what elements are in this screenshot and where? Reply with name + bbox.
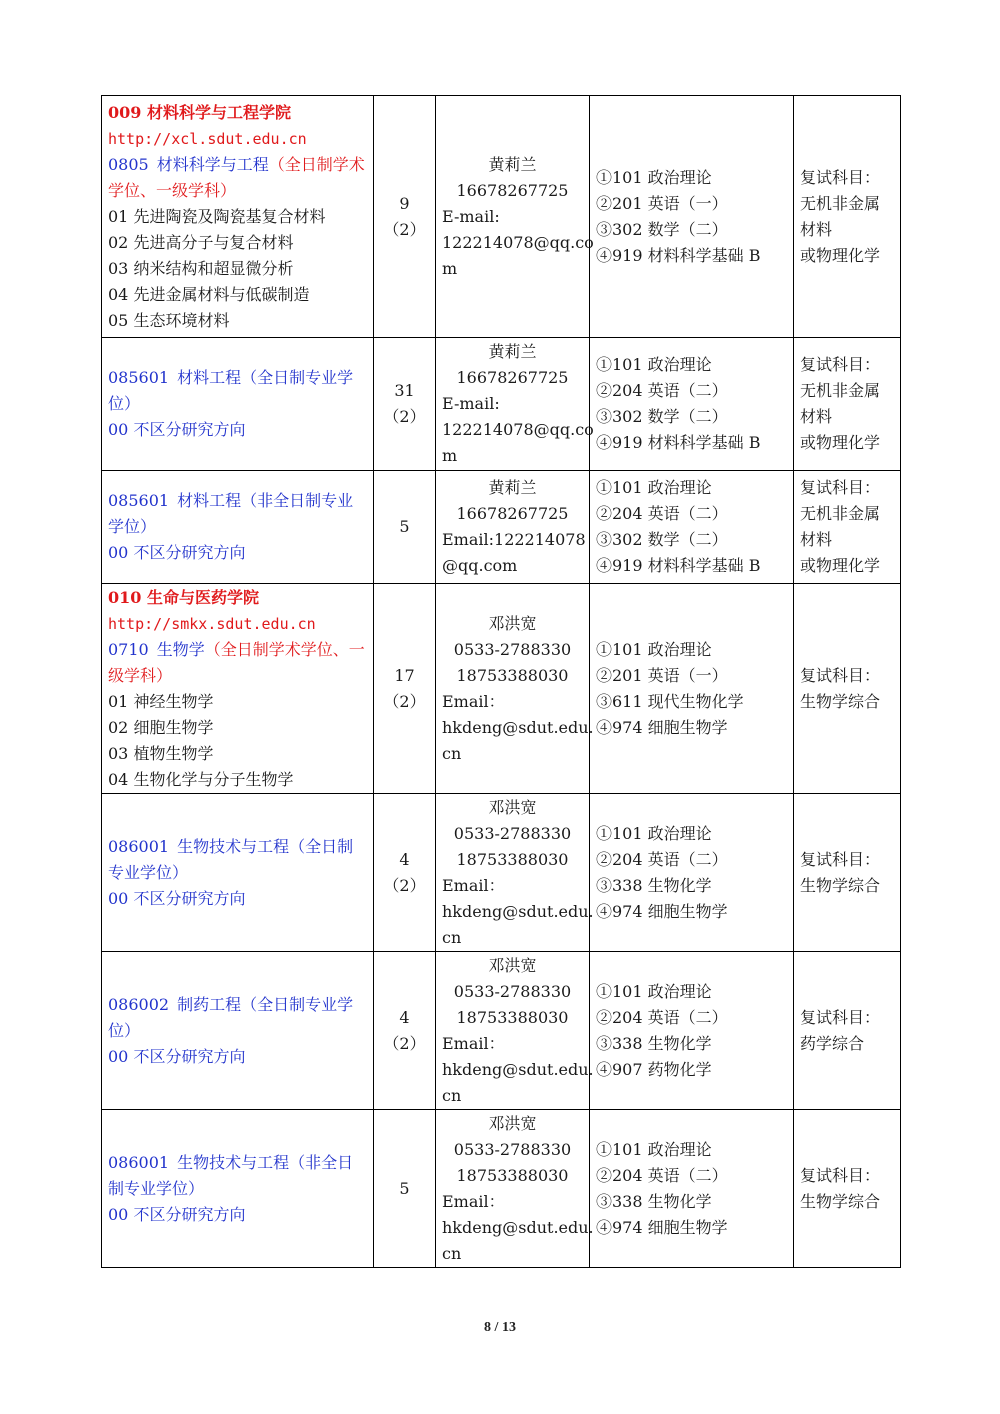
retest-cell [794, 96, 901, 338]
research-direction: 01 神经生物学 [108, 691, 214, 711]
major-title [108, 834, 367, 886]
exam-subject: ①101 政治理论 [596, 1139, 712, 1159]
retest-line: 药学综合 [800, 1033, 865, 1053]
exam-subject: ①101 政治理论 [596, 639, 712, 659]
quota-cell [374, 471, 436, 584]
contact-line: @qq.com [442, 556, 518, 575]
quota-number: 9 [399, 193, 410, 213]
major-type: （全日制专业学位） [108, 368, 354, 413]
program-cell [102, 1110, 374, 1268]
major-type: （全日制学术学位、一级学科） [108, 154, 365, 200]
quota-cell [374, 1110, 436, 1268]
retest-line: 复试科目： [800, 1007, 881, 1027]
retest-line: 复试科目： [800, 849, 881, 869]
contact-line: hkdeng@sdut.edu. [442, 717, 594, 737]
exam-cell [590, 471, 794, 584]
contact-line: E-mail: [442, 394, 500, 413]
retest-cell [794, 952, 901, 1110]
quota-extra: （2） [383, 407, 426, 426]
table-row [102, 338, 901, 471]
contact-line: hkdeng@sdut.edu. [442, 901, 594, 921]
retest-line: 复试科目： [800, 1165, 881, 1185]
contact-cell [436, 1110, 594, 1268]
retest-line: 复试科目： [800, 355, 881, 374]
page-separator: / [494, 1320, 499, 1335]
quota-number: 31 [394, 381, 415, 400]
contact-line: 邓洪宽 [488, 613, 537, 633]
contact-line: 邓洪宽 [488, 955, 537, 975]
table-row [102, 584, 901, 794]
research-direction: 01 先进陶瓷及陶瓷基复合材料 [108, 206, 326, 226]
research-direction: 00 不区分研究方向 [108, 888, 246, 908]
exam-subject: ③611 现代生物化学 [596, 691, 744, 711]
retest-line: 生物学综合 [800, 691, 881, 711]
exam-subject: ①101 政治理论 [596, 981, 712, 1001]
quota-extra: （2） [383, 691, 426, 711]
exam-subject: ④919 材料科学基础 B [596, 245, 761, 265]
quota-cell [374, 584, 436, 794]
quota-cell [374, 96, 436, 338]
contact-line: Email:122214078 [442, 530, 586, 549]
contact-line: m [442, 258, 458, 278]
exam-subject: ③338 生物化学 [596, 875, 712, 895]
research-direction: 00 不区分研究方向 [108, 1046, 246, 1066]
quota-cell [374, 794, 436, 952]
program-cell [102, 338, 374, 471]
contact-line: cn [442, 1243, 462, 1263]
major-code: 085601 [108, 368, 170, 387]
contact-line: Email： [442, 691, 505, 711]
major-code: 086001 [108, 836, 170, 856]
quota-number: 17 [394, 665, 415, 685]
contact-line: 18753388030 [456, 665, 569, 685]
retest-line: 无机非金属 [800, 504, 881, 523]
retest-line: 或物理化学 [800, 433, 881, 452]
contact-line: 122214078@qq.co [442, 420, 594, 439]
contact-line: hkdeng@sdut.edu. [442, 1217, 594, 1237]
table-row [102, 952, 901, 1110]
major-name: 材料工程 [177, 491, 242, 510]
contact-cell [436, 584, 594, 794]
contact-line: 黄莉兰 [488, 478, 537, 497]
major-code: 0805 [108, 154, 149, 174]
exam-subject: ③338 生物化学 [596, 1191, 712, 1211]
major-code: 0710 [108, 639, 149, 659]
exam-subject: ④974 细胞生物学 [596, 717, 728, 737]
retest-cell [794, 794, 901, 952]
contact-line: 0533-2788330 [453, 639, 572, 659]
research-direction: 00 不区分研究方向 [108, 420, 246, 439]
college-name: 009 材料科学与工程学院 [108, 102, 291, 122]
research-direction: 02 细胞生物学 [108, 717, 214, 737]
contact-line: 16678267725 [456, 180, 569, 200]
contact-line: cn [442, 743, 462, 763]
quota-number: 4 [399, 1007, 410, 1027]
exam-subject: ④919 材料科学基础 B [596, 433, 761, 452]
major-name: 材料科学与工程 [156, 154, 269, 174]
major-title [108, 365, 367, 417]
exam-subject: ④974 细胞生物学 [596, 901, 728, 921]
contact-cell [436, 794, 594, 952]
exam-subject: ③338 生物化学 [596, 1033, 712, 1053]
retest-line: 复试科目： [800, 167, 881, 187]
contact-line: cn [442, 927, 462, 947]
contact-line: 18753388030 [456, 849, 569, 869]
major-name: 制药工程 [177, 994, 242, 1014]
contact-line: 0533-2788330 [453, 981, 572, 1001]
retest-line: 或物理化学 [800, 245, 881, 265]
quota-cell [374, 952, 436, 1110]
major-title [108, 992, 367, 1044]
exam-subject: ④907 药物化学 [596, 1059, 712, 1079]
exam-subject: ④919 材料科学基础 B [596, 556, 761, 575]
major-title [108, 152, 367, 204]
contact-line: 16678267725 [456, 368, 569, 387]
exam-cell [590, 1110, 794, 1268]
contact-line: 邓洪宽 [488, 797, 537, 817]
major-type: （全日制专业学位） [108, 994, 354, 1040]
exam-subject: ①101 政治理论 [596, 167, 712, 187]
retest-line: 复试科目： [800, 665, 881, 685]
table-row [102, 96, 901, 338]
research-direction: 04 先进金属材料与低碳制造 [108, 284, 310, 304]
page-number: 8 [484, 1320, 492, 1335]
exam-cell [590, 952, 794, 1110]
retest-line: 材料 [800, 219, 833, 239]
retest-cell [794, 471, 901, 584]
program-cell [102, 952, 374, 1110]
major-type: （全日制专业学位） [108, 836, 354, 882]
retest-line: 无机非金属 [800, 381, 881, 400]
exam-cell [590, 338, 794, 471]
exam-subject: ②201 英语（一） [596, 665, 728, 685]
major-title [108, 488, 367, 540]
major-type: （非全日制专业学位） [108, 1152, 354, 1198]
contact-line: 18753388030 [456, 1007, 569, 1027]
page-footer [0, 1320, 1000, 1336]
major-title [108, 637, 367, 689]
table-row [102, 471, 901, 584]
major-title [108, 1150, 367, 1202]
contact-cell [436, 338, 594, 471]
contact-line: 122214078@qq.co [442, 232, 594, 252]
college-url: http://xcl.sdut.edu.cn [108, 129, 307, 148]
quota-cell [374, 338, 436, 471]
contact-line: 0533-2788330 [453, 823, 572, 843]
college-name: 010 生命与医药学院 [108, 587, 259, 607]
major-name: 生物学 [156, 639, 205, 659]
exam-cell [590, 794, 794, 952]
research-direction: 00 不区分研究方向 [108, 1204, 246, 1224]
contact-line: 黄莉兰 [488, 342, 537, 361]
research-direction: 03 纳米结构和超显微分析 [108, 258, 294, 278]
major-name: 生物技术与工程 [177, 836, 290, 856]
table-row [102, 794, 901, 952]
retest-line: 无机非金属 [800, 193, 881, 213]
admissions-table [101, 95, 901, 1268]
exam-subject: ④974 细胞生物学 [596, 1217, 728, 1237]
retest-line: 或物理化学 [800, 556, 881, 575]
table-row [102, 1110, 901, 1268]
quota-extra: （2） [383, 1033, 426, 1053]
retest-line: 生物学综合 [800, 1191, 881, 1211]
contact-cell [436, 96, 594, 338]
page-total: 13 [501, 1320, 516, 1335]
exam-subject: ③302 数学（二） [596, 219, 728, 239]
research-direction: 05 生态环境材料 [108, 310, 230, 330]
exam-subject: ②204 英语（二） [596, 1007, 728, 1027]
exam-subject: ②201 英语（一） [596, 193, 728, 213]
contact-line: 0533-2788330 [453, 1139, 572, 1159]
exam-cell [590, 96, 794, 338]
major-type: （非全日制专业学位） [108, 491, 354, 536]
retest-line: 复试科目： [800, 478, 881, 497]
retest-cell [794, 1110, 901, 1268]
major-type: （全日制学术学位、一级学科） [108, 639, 365, 685]
major-code: 085601 [108, 491, 170, 510]
contact-line: 18753388030 [456, 1165, 569, 1185]
contact-cell [436, 471, 590, 584]
contact-line: m [442, 446, 458, 465]
retest-line: 生物学综合 [800, 875, 881, 895]
contact-line: 邓洪宽 [488, 1113, 537, 1133]
contact-line: Email： [442, 875, 505, 895]
major-name: 材料工程 [177, 368, 242, 387]
major-name: 生物技术与工程 [177, 1152, 290, 1172]
contact-line: Email： [442, 1191, 505, 1211]
quota-extra: （2） [383, 875, 426, 895]
research-direction: 00 不区分研究方向 [108, 543, 246, 562]
quota-number: 4 [399, 849, 410, 869]
exam-subject: ①101 政治理论 [596, 823, 712, 843]
quota-number: 5 [399, 1178, 410, 1198]
exam-subject: ①101 政治理论 [596, 478, 712, 497]
exam-subject: ②204 英语（二） [596, 849, 728, 869]
exam-subject: ③302 数学（二） [596, 407, 728, 426]
program-cell [102, 471, 374, 584]
exam-subject: ②204 英语（二） [596, 1165, 728, 1185]
contact-line: hkdeng@sdut.edu. [442, 1059, 594, 1079]
retest-cell [794, 338, 901, 471]
retest-line: 材料 [800, 530, 833, 549]
contact-line: 16678267725 [456, 504, 569, 523]
program-cell [102, 584, 374, 794]
major-code: 086002 [108, 994, 170, 1014]
program-cell [102, 794, 374, 952]
research-direction: 02 先进高分子与复合材料 [108, 232, 294, 252]
research-direction: 04 生物化学与分子生物学 [108, 769, 294, 789]
program-cell [102, 96, 374, 338]
retest-line: 材料 [800, 407, 833, 426]
contact-line: Email： [442, 1033, 505, 1053]
exam-cell [590, 584, 794, 794]
contact-cell [436, 952, 594, 1110]
retest-cell [794, 584, 901, 794]
exam-subject: ②204 英语（二） [596, 381, 728, 400]
research-direction: 03 植物生物学 [108, 743, 214, 763]
exam-subject: ③302 数学（二） [596, 530, 728, 549]
exam-subject: ②204 英语（二） [596, 504, 728, 523]
quota-extra: （2） [383, 219, 426, 239]
major-code: 086001 [108, 1152, 170, 1172]
contact-line: E-mail: [442, 206, 500, 226]
contact-line: 黄莉兰 [488, 154, 537, 174]
contact-line: cn [442, 1085, 462, 1105]
quota-number: 5 [399, 517, 410, 536]
college-url: http://smkx.sdut.edu.cn [108, 614, 316, 633]
exam-subject: ①101 政治理论 [596, 355, 712, 374]
